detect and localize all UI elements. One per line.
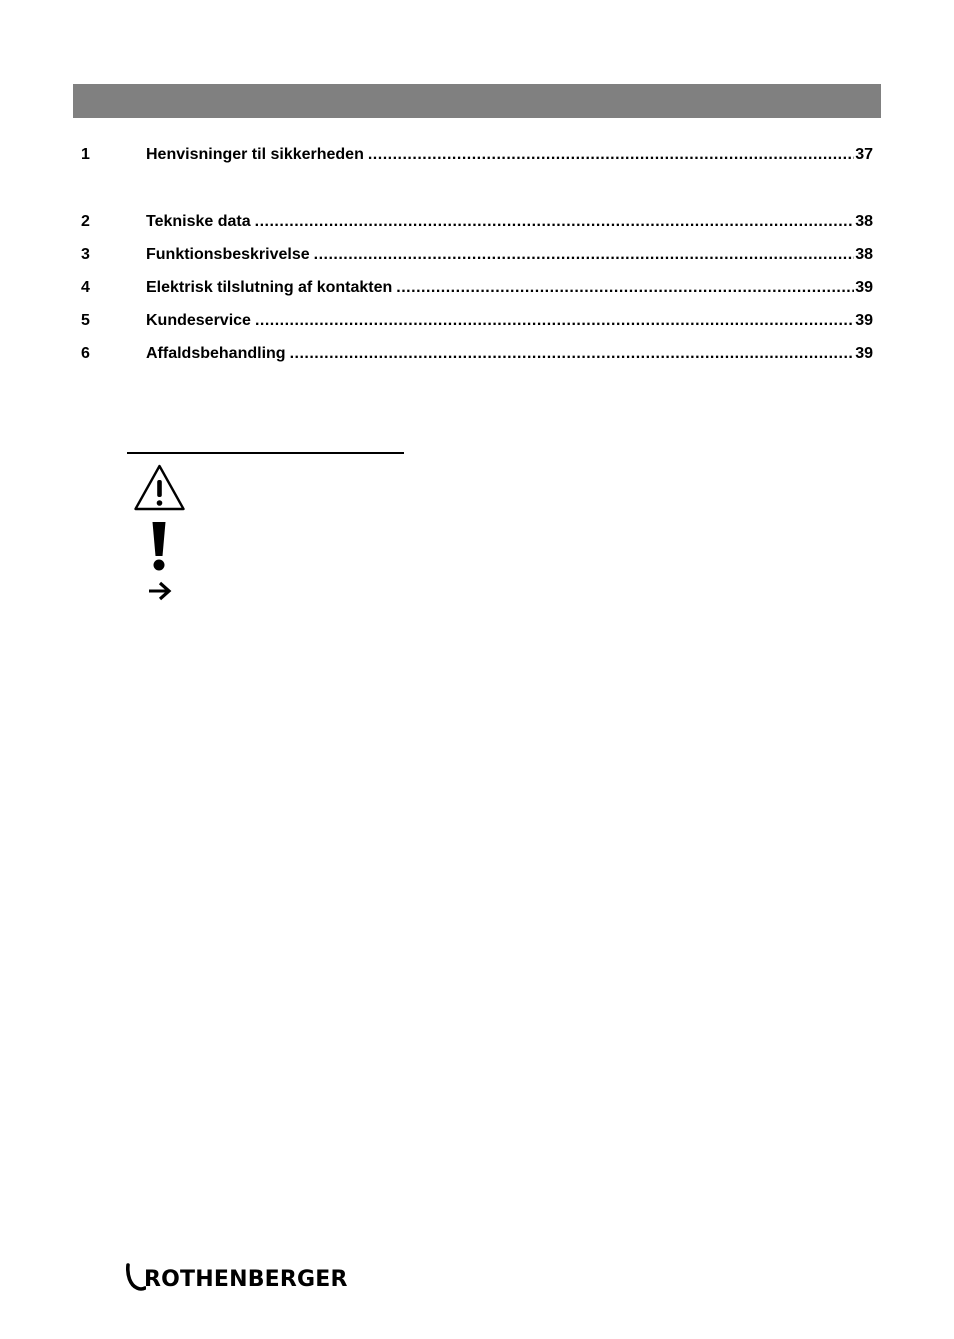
toc-title: Funktionsbeskrivelse [146, 246, 310, 263]
rothenberger-hook-icon [124, 1260, 146, 1299]
toc-entry-4[interactable] [81, 278, 873, 298]
toc-leader-dots [314, 245, 855, 265]
toc-page-number: 39 [855, 345, 873, 362]
toc-entry-5[interactable] [81, 311, 873, 331]
toc-page-number: 38 [855, 246, 873, 263]
toc-title: Tekniske data [146, 213, 251, 230]
toc-title: Kundeservice [146, 312, 251, 329]
rothenberger-logo [124, 1262, 348, 1296]
toc-page-number: 37 [855, 146, 873, 163]
toc-number: 2 [81, 213, 90, 230]
toc-number: 3 [81, 246, 90, 263]
toc-entry-6[interactable] [81, 344, 873, 364]
warning-triangle-icon [133, 463, 186, 517]
toc-page-number: 39 [855, 312, 873, 329]
symbols-section-rule [127, 452, 404, 454]
toc-title: Elektrisk tilslutning af kontakten [146, 279, 393, 296]
toc-leader-dots [396, 278, 854, 298]
toc-number: 1 [81, 146, 90, 163]
toc-title: Henvisninger til sikkerheden [146, 146, 364, 163]
toc-number: 5 [81, 312, 90, 329]
toc-entry-3[interactable] [81, 245, 873, 265]
logo-wordmark: ROTHENBERGER [144, 1266, 348, 1292]
arrow-right-icon [148, 581, 172, 606]
toc-leader-dots [368, 145, 854, 165]
exclamation-icon [150, 520, 168, 577]
toc-leader-dots [290, 344, 855, 364]
section-header-bar [73, 84, 881, 118]
toc-leader-dots [255, 311, 854, 331]
toc-number: 4 [81, 279, 90, 296]
toc-number: 6 [81, 345, 90, 362]
toc-entry-1[interactable] [81, 145, 873, 165]
toc-entry-2[interactable] [81, 212, 873, 232]
toc-leader-dots [255, 212, 855, 232]
toc-page-number: 38 [855, 213, 873, 230]
toc-title: Affaldsbehandling [146, 345, 286, 362]
toc-page-number: 39 [855, 279, 873, 296]
